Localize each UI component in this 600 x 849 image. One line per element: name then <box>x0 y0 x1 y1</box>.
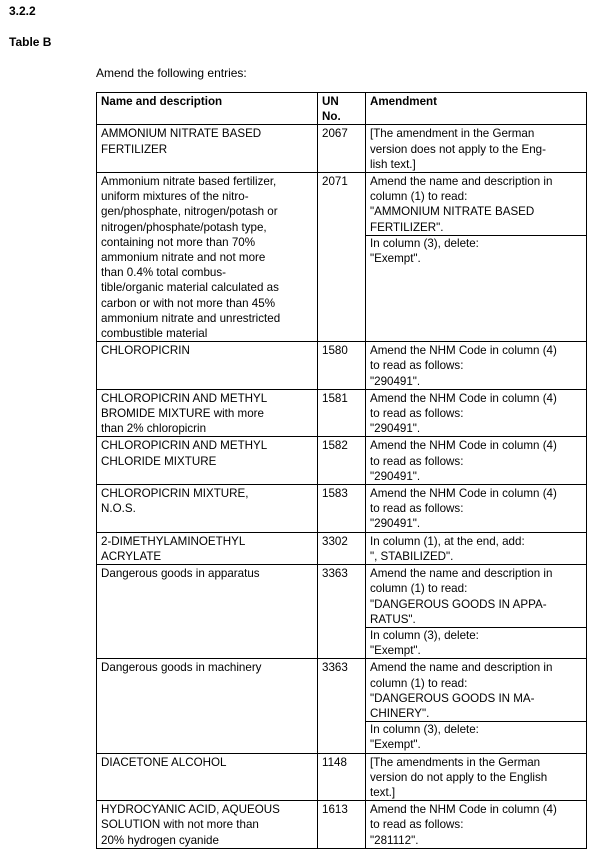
section-number: 3.2.2 <box>9 4 36 18</box>
amendment-line: Amend the NHM Code in column (4) <box>370 487 557 501</box>
table-row <box>97 801 587 849</box>
amendment-line: [The amendments in the German <box>370 755 541 769</box>
amendment-line: FERTILIZER". <box>370 220 444 234</box>
name-line: SOLUTION with not more than <box>101 818 259 832</box>
name-line: than 0.4% total combus- <box>101 266 227 280</box>
cell-name <box>97 801 318 849</box>
amendment-line: to read as follows: <box>370 454 464 468</box>
name-line: uniform mixtures of the nitro- <box>101 190 249 204</box>
name-line: gen/phosphate, nitrogen/potash or <box>101 205 278 219</box>
cell-name <box>97 389 318 437</box>
name-line: AMMONIUM NITRATE BASED <box>101 127 262 141</box>
cell-amendment <box>366 801 587 849</box>
name-line: ammonium nitrate and not more <box>101 251 266 265</box>
cell-amendment <box>366 389 587 437</box>
cell-name <box>97 753 318 801</box>
cell-name <box>97 437 318 485</box>
name-line: CHLORIDE MIXTURE <box>101 454 217 468</box>
cell-un-number: 1582 <box>318 437 366 485</box>
amendment-block <box>366 566 586 627</box>
amendment-line: to read as follows: <box>370 818 464 832</box>
name-line: 20% hydrogen cyanide <box>101 833 219 847</box>
intro-text: Amend the following entries: <box>96 66 247 80</box>
cell-amendment <box>366 659 587 753</box>
amendment-block <box>366 534 586 564</box>
amendment-line: "AMMONIUM NITRATE BASED <box>370 205 535 219</box>
name-line: HYDROCYANIC ACID, AQUEOUS <box>101 803 280 817</box>
name-line: Dangerous goods in machinery <box>101 661 262 675</box>
amendment-line: "290491". <box>370 517 421 531</box>
amendment-line: "290491". <box>370 374 421 388</box>
cell-un-number: 1583 <box>318 485 366 533</box>
amendment-line: "Exempt". <box>370 252 421 266</box>
name-line: containing not more than 70% <box>101 235 256 249</box>
cell-name <box>97 532 318 564</box>
amendment-line: In column (3), delete: <box>370 236 479 250</box>
header-amendment: Amendment <box>366 93 587 125</box>
amendment-block <box>366 343 586 389</box>
cell-un-number: 2067 <box>318 125 366 173</box>
amendment-line: CHINERY". <box>370 706 430 720</box>
cell-amendment <box>366 173 587 342</box>
cell-amendment <box>366 753 587 801</box>
amendment-line: Amend the name and description in <box>370 175 553 189</box>
table-title: Table B <box>9 35 52 49</box>
amendment-block <box>366 721 586 752</box>
amendment-block <box>366 126 586 172</box>
table-row <box>97 342 587 390</box>
amendment-table <box>96 92 587 849</box>
name-line: Ammonium nitrate based fertilizer, <box>101 175 277 189</box>
table-row <box>97 753 587 801</box>
name-line: 2-DIMETHYLAMINOETHYL <box>101 534 246 548</box>
amendment-line: Amend the NHM Code in column (4) <box>370 391 557 405</box>
amendment-line: "DANGEROUS GOODS IN APPA- <box>370 597 547 611</box>
amendment-line: "Exempt". <box>370 644 421 658</box>
amendment-line: column (1) to read: <box>370 676 468 690</box>
amendment-line: "281112". <box>370 833 419 847</box>
name-line: ammonium nitrate and unrestricted <box>101 311 281 325</box>
amendment-line: column (1) to read: <box>370 190 468 204</box>
amendment-line: to read as follows: <box>370 407 464 421</box>
cell-un-number: 1148 <box>318 753 366 801</box>
amendment-block <box>366 235 586 266</box>
cell-name <box>97 125 318 173</box>
table-row <box>97 485 587 533</box>
amendment-block <box>366 438 586 484</box>
amendment-block <box>366 174 586 235</box>
amendment-line: version does not apply to the Eng- <box>370 142 546 156</box>
amendment-block <box>366 755 586 801</box>
amendment-block <box>366 627 586 658</box>
name-line: N.O.S. <box>101 502 136 516</box>
amendment-line: In column (3), delete: <box>370 628 479 642</box>
amendment-line: to read as follows: <box>370 502 464 516</box>
name-line: tible/organic material calculated as <box>101 281 279 295</box>
amendment-line: "290491". <box>370 469 421 483</box>
name-line: CHLOROPICRIN MIXTURE, <box>101 487 249 501</box>
header-un-line: UN <box>322 95 339 108</box>
cell-amendment <box>366 485 587 533</box>
amendment-line: Amend the NHM Code in column (4) <box>370 439 557 453</box>
name-line: CHLOROPICRIN <box>101 344 190 358</box>
amendment-block <box>366 660 586 721</box>
cell-un-number: 1581 <box>318 389 366 437</box>
amendment-line: RATUS". <box>370 612 416 626</box>
name-line: combustible material <box>101 327 208 341</box>
table-row <box>97 437 587 485</box>
name-line: Dangerous goods in apparatus <box>101 567 260 581</box>
cell-amendment <box>366 342 587 390</box>
table-row <box>97 125 587 173</box>
name-line: carbon or with not more than 45% <box>101 296 276 310</box>
name-line: CHLOROPICRIN AND METHYL <box>101 391 268 405</box>
amendment-line: "290491". <box>370 422 421 436</box>
amendment-line: ", STABILIZED". <box>370 549 454 563</box>
amendment-line: Amend the NHM Code in column (4) <box>370 344 557 358</box>
amendment-line: version do not apply to the English <box>370 770 548 784</box>
cell-name <box>97 342 318 390</box>
amendment-line: "Exempt". <box>370 738 421 752</box>
name-line: DIACETONE ALCOHOL <box>101 755 227 769</box>
cell-amendment <box>366 125 587 173</box>
amendment-line: Amend the name and description in <box>370 661 553 675</box>
name-line: BROMIDE MIXTURE with more <box>101 407 264 421</box>
amendment-line: [The amendment in the German <box>370 127 535 141</box>
cell-un-number: 2071 <box>318 173 366 342</box>
header-name: Name and description <box>97 93 318 125</box>
cell-name <box>97 485 318 533</box>
cell-un-number: 1613 <box>318 801 366 849</box>
table-row <box>97 389 587 437</box>
amendment-block <box>366 391 586 437</box>
amendment-line: In column (3), delete: <box>370 723 479 737</box>
table-header-row <box>97 93 587 125</box>
cell-un-number: 3302 <box>318 532 366 564</box>
amendment-line: In column (1), at the end, add: <box>370 534 525 548</box>
cell-name <box>97 173 318 342</box>
cell-amendment <box>366 437 587 485</box>
cell-un-number: 1580 <box>318 342 366 390</box>
name-line: than 2% chloropicrin <box>101 422 207 436</box>
header-un <box>318 93 366 125</box>
cell-un-number: 3363 <box>318 565 366 659</box>
cell-amendment <box>366 532 587 564</box>
amendment-line: lish text.] <box>370 157 416 171</box>
amendment-line: Amend the NHM Code in column (4) <box>370 803 557 817</box>
table-row <box>97 173 587 342</box>
cell-amendment <box>366 565 587 659</box>
amendment-line: column (1) to read: <box>370 582 468 596</box>
name-line: ACRYLATE <box>101 549 162 563</box>
name-line: nitrogen/phosphate/potash type, <box>101 220 267 234</box>
cell-name <box>97 565 318 659</box>
amendment-line: to read as follows: <box>370 359 464 373</box>
amendment-block <box>366 486 586 532</box>
table-row <box>97 565 587 659</box>
table-row <box>97 532 587 564</box>
cell-name <box>97 659 318 753</box>
name-line: FERTILIZER <box>101 142 168 156</box>
amendment-line: Amend the name and description in <box>370 567 553 581</box>
cell-un-number: 3363 <box>318 659 366 753</box>
amendment-line: "DANGEROUS GOODS IN MA- <box>370 691 535 705</box>
amendment-line: text.] <box>370 785 396 799</box>
header-un-line: No. <box>322 110 341 124</box>
table-row <box>97 659 587 753</box>
name-line: CHLOROPICRIN AND METHYL <box>101 439 268 453</box>
amendment-block <box>366 802 586 848</box>
